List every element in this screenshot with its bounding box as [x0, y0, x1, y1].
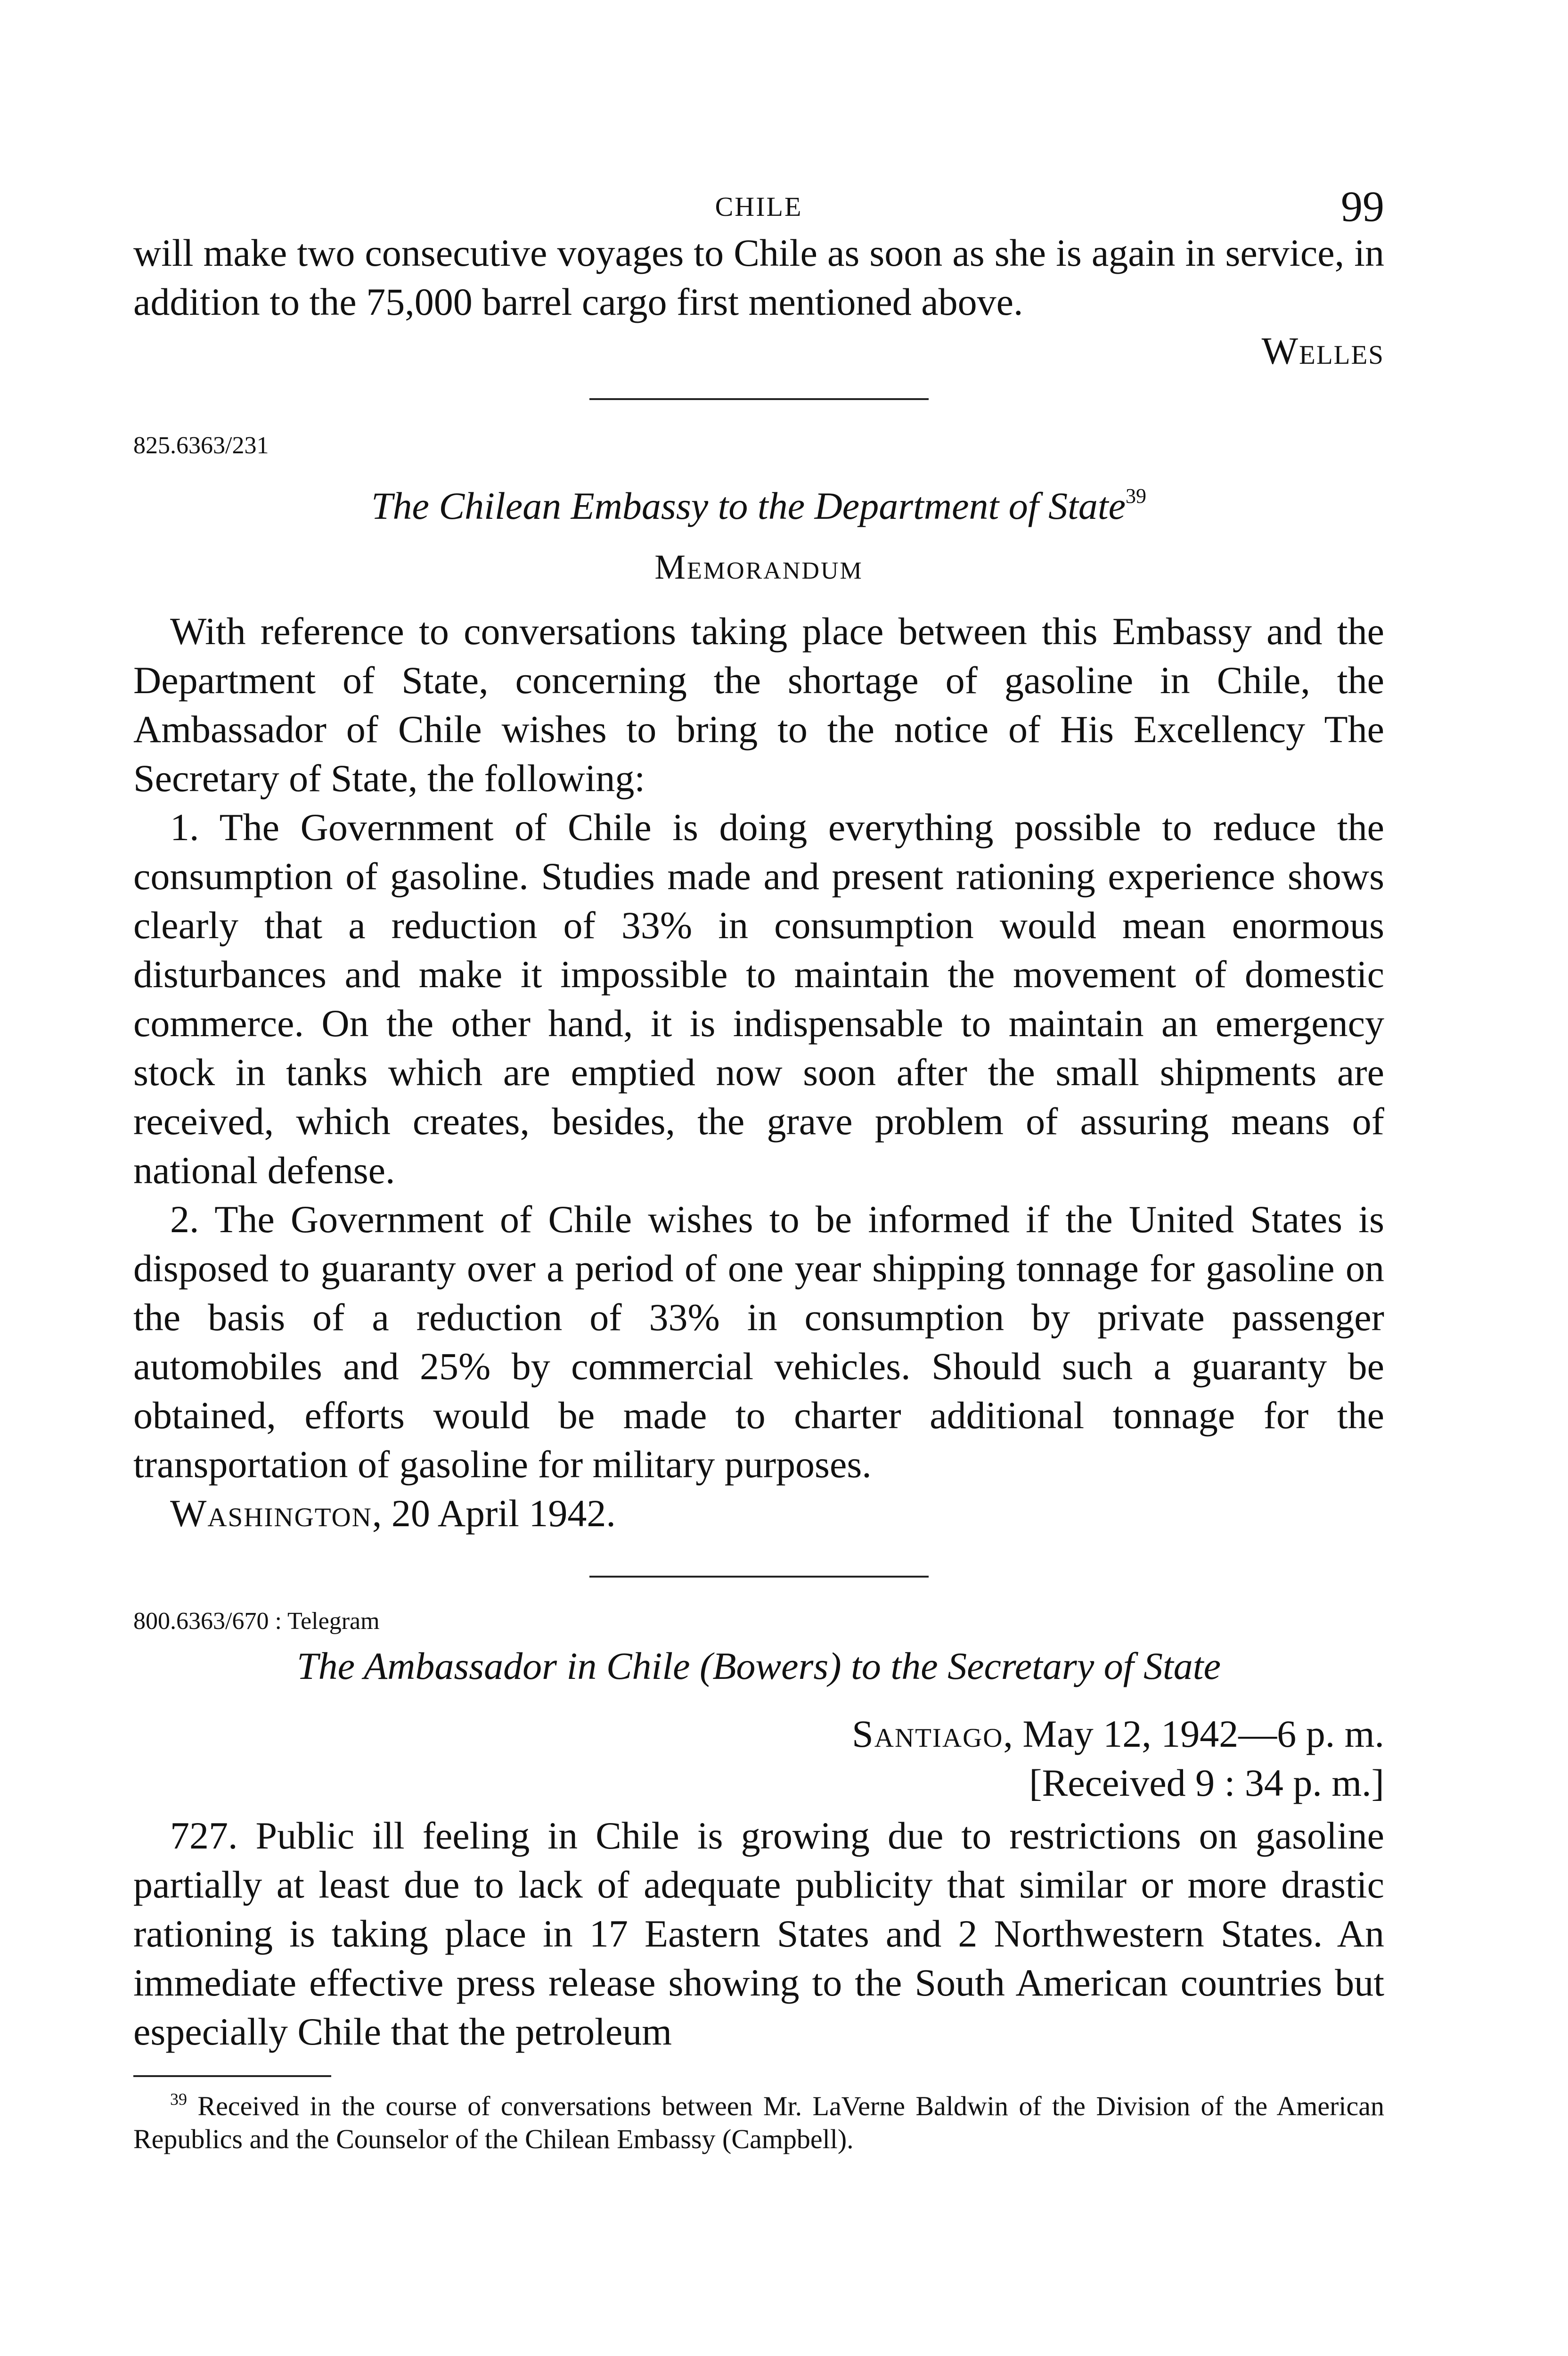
footnote-reference: 39 [1126, 484, 1147, 507]
signature-welles: Welles [1261, 329, 1384, 372]
memorandum-heading: Memorandum [654, 548, 863, 587]
telegram-dateline [133, 1710, 1384, 1759]
telegram-header [133, 1710, 1384, 1808]
telegram-received: [Received 9 : 34 p. m.] [1029, 1761, 1384, 1804]
telegram-paragraph: 727. Public ill feeling in Chile is growing due to restrictions on gasoline partially at least due to lack of adequate publicity that similar or more drastic rationing is taking place in 17 Eastern States and 2 Northwestern States. An immediate effective press release showing to the South American countries but especially Chile that the petroleum [133, 1814, 1384, 2053]
closing-place: Washington [170, 1492, 372, 1535]
running-head: CHILE [715, 191, 803, 222]
section-divider [589, 398, 929, 400]
closing-date: , 20 April 1942. [372, 1492, 616, 1535]
section-divider [589, 1576, 929, 1578]
document-title [133, 472, 1384, 531]
footnote [133, 2083, 1384, 2156]
page-number: 99 [1341, 182, 1384, 230]
document-title: The Ambassador in Chile (Bowers) to the Secretary of State [297, 1644, 1221, 1687]
telegram-date: , May 12, 1942—6 p. m. [1003, 1712, 1384, 1755]
document-page [133, 182, 1384, 2156]
footnote-text: Received in the course of conversations between Mr. LaVerne Baldwin of the Division of the American Republics and the Counselor of the Chilean Embassy (Campbell). [133, 2091, 1384, 2154]
memo-paragraph: With reference to conversations taking place between this Embassy and the Department of State, concerning the shortage of gasoline in Chile, the Ambassador of Chile wishes to bring to the notice of His Excellency The Secretary of State, the following: [133, 610, 1384, 800]
document-title-text: The Chilean Embassy to the Department of State [371, 484, 1126, 527]
telegram-place: Santiago [852, 1712, 1004, 1755]
file-number: 825.6363/231 [133, 432, 269, 459]
page-header [133, 182, 1384, 230]
footnote-number: 39 [170, 2090, 187, 2109]
memorandum-body [133, 607, 1384, 1538]
memo-closing [133, 1489, 1384, 1538]
continuation-paragraph: will make two consecutive voyages to Chile as soon as she is again in service, in addition to the 75,000 barrel cargo first mentioned above. [133, 231, 1384, 323]
memo-paragraph: 1. The Government of Chile is doing everything possible to reduce the consumption of gasoline. Studies made and present rationing experience shows clearly that a reduction of 33% in consumption would mean enormous disturbances and make it impossible to maintain the movement of domestic commerce. On the other hand, it is indispensable to maintain an emergency stock in tanks which are emptied now soon after the small shipments are received, which creates, besides, the grave problem of assuring means of national defense. [133, 806, 1384, 1192]
memo-paragraph: 2. The Government of Chile wishes to be informed if the United States is disposed to guaranty over a period of one year shipping tonnage for gasoline on the basis of a reduction of 33% in consumption by private passenger automobiles and 25% by commercial vehicles. Should such a guaranty be obtained, efforts would be made to charter additional tonnage for the transportation of gasoline for military purposes. [133, 1198, 1384, 1486]
file-number: 800.6363/670 : Telegram [133, 1608, 380, 1635]
footnote-divider [133, 2075, 331, 2077]
